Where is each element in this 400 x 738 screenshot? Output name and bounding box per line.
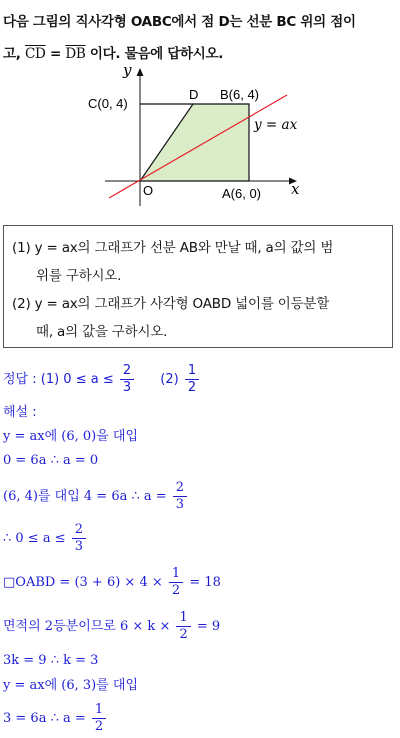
solution-step-4-fraction — [72, 522, 86, 555]
solution-step-3-denominator: 3 — [175, 497, 185, 512]
solution-step-5-numerator: 1 — [169, 566, 183, 583]
solution-step-6-numerator: 1 — [176, 610, 190, 627]
problem-line-1: 다음 그림의 직사각형 OABC에서 점 D는 선분 BC 위의 점이 — [3, 14, 356, 30]
shaded-quadrilateral-oabd — [140, 104, 249, 181]
question-1-line-1: (1) y = ax의 그래프가 선분 AB와 만날 때, a의 값의 범 — [12, 240, 334, 256]
solution-step-6-denominator: 2 — [179, 627, 188, 642]
answer-line — [3, 363, 201, 396]
solution-step-9-fraction — [92, 702, 106, 735]
solution-step-9-denominator: 2 — [94, 719, 104, 734]
segment-db: $\overline{DB}$ — [65, 46, 86, 62]
answer-label: 정답 : (1) 0 ≤ a ≤ — [3, 372, 114, 387]
solution-step-4-denominator: 3 — [74, 539, 84, 554]
solution-step-6-result: = 9 — [196, 619, 221, 634]
y-axis-label: y — [123, 61, 132, 79]
solution-step-5-fraction — [169, 566, 183, 599]
equals-sign: = — [45, 46, 66, 62]
solution-step-5 — [3, 566, 221, 599]
question-1 — [12, 234, 333, 290]
solution-step-5-denominator: 2 — [171, 583, 181, 598]
x-axis-label: x — [291, 180, 300, 198]
solution-step-4-text: ∴ 0 ≤ a ≤ — [3, 531, 66, 546]
answer-2-denominator: 2 — [187, 380, 197, 395]
solution-step-8: y = ax에 (6, 3)를 대입 — [3, 678, 139, 693]
segment-cd: $\overline{CD}$ — [24, 46, 46, 62]
coordinate-figure — [0, 0, 400, 225]
solution-step-2: 0 = 6a ∴ a = 0 — [3, 453, 99, 468]
problem-line-2-prefix: 고, — [3, 46, 25, 62]
solution-step-3-numerator: 2 — [173, 480, 187, 497]
solution-step-5-text: □OABD = (3 + 6) × 4 × — [3, 575, 163, 590]
solution-step-6-fraction — [176, 610, 190, 643]
solution-step-9-numerator: 1 — [92, 702, 106, 719]
answer-2-fraction — [185, 363, 199, 396]
solution-step-3 — [3, 480, 189, 513]
answer-2-numerator: 1 — [185, 363, 199, 380]
solution-step-6-text: 면적의 2등분이므로 6 × k × — [3, 619, 171, 634]
solution-step-9-text: 3 = 6a ∴ a = — [3, 711, 86, 726]
line-equation-label: y = ax — [254, 117, 298, 133]
solution-step-6 — [3, 610, 220, 643]
solution-step-3-fraction — [173, 480, 187, 513]
solution-step-4-numerator: 2 — [72, 522, 86, 539]
question-2-line-1: (2) y = ax의 그래프가 사각형 OABD 넓이를 이등분할 — [12, 296, 330, 312]
problem-line-2-suffix: 이다. 물음에 답하시오. — [85, 46, 224, 62]
solution-heading: 해설 : — [3, 405, 37, 420]
question-2 — [12, 290, 329, 346]
solution-step-3-text: (6, 4)를 대입 4 = 6a ∴ a = — [3, 489, 167, 504]
solution-step-1: y = ax에 (6, 0)을 대입 — [3, 429, 139, 444]
solution-step-5-result: = 18 — [189, 575, 221, 590]
answer-1-numerator: 2 — [120, 363, 134, 380]
point-c-label: C(0, 4) — [88, 96, 128, 111]
point-d-label: D — [189, 87, 199, 102]
answer-1-denominator: 3 — [122, 380, 132, 395]
y-axis-arrow-icon — [137, 68, 144, 76]
question-2-line-2: 때, a의 값을 구하시오. — [36, 324, 168, 340]
solution-step-9 — [3, 702, 108, 735]
answer-1-fraction — [120, 363, 134, 396]
point-b-label: B(6, 4) — [220, 87, 260, 102]
answer-2-label: (2) — [160, 372, 179, 387]
solution-step-4 — [3, 522, 88, 555]
origin-label: O — [143, 183, 154, 198]
point-a-label: A(6, 0) — [222, 186, 262, 201]
question-1-line-2: 위를 구하시오. — [36, 268, 122, 284]
solution-step-7: 3k = 9 ∴ k = 3 — [3, 653, 99, 668]
